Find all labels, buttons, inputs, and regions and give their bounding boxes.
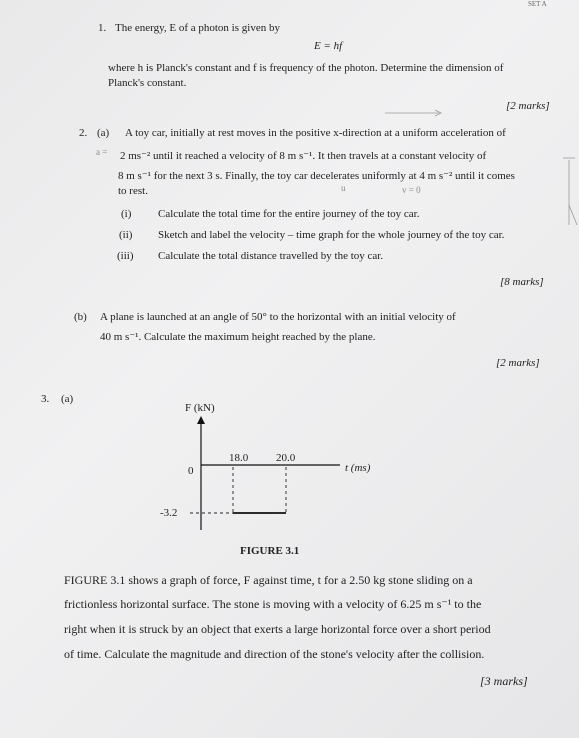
figure-y-axis-arrow <box>197 416 205 424</box>
pencil-v0-note: v = 0 <box>402 185 421 195</box>
margin-pencil-marks <box>549 150 579 230</box>
q2a-sub-ii-label: (ii) <box>119 229 133 241</box>
q2-number: 2. <box>79 127 88 139</box>
q1-number: 1. <box>98 22 107 34</box>
q1-line1: where h is Planck's constant and f is frequency of the photon. Determine the dimension of <box>108 62 504 74</box>
figure-tick-t1: 18.0 <box>229 452 249 464</box>
q2a-marks: [8 marks] <box>500 276 544 288</box>
figure-x-label: t (ms) <box>345 462 371 474</box>
pencil-u-note: u <box>341 183 346 193</box>
q1-equation: E = hf <box>314 40 343 52</box>
figure-y-label: F (kN) <box>185 402 215 414</box>
q3-marks: [3 marks] <box>480 674 528 688</box>
q3-para-line3: right when it is struck by an object that exerts a large horizontal force over a short period <box>64 622 491 636</box>
q3-number: 3. <box>41 393 50 405</box>
q2a-label: (a) <box>97 127 110 139</box>
q1-marks: [2 marks] <box>506 100 550 112</box>
q3-para-line2: frictionless horizontal surface. The stone is moving with a velocity of 6.25 m s⁻¹ to the <box>64 597 482 611</box>
q2a-line4: to rest. <box>118 185 148 197</box>
q3-para-line1: FIGURE 3.1 shows a graph of force, F against time, t for a 2.50 kg stone sliding on a <box>64 573 473 587</box>
q1-line2: Planck's constant. <box>108 77 187 89</box>
q2b-label: (b) <box>74 311 87 323</box>
q3-para-line4: of time. Calculate the magnitude and direction of the stone's velocity after the collision. <box>64 647 485 661</box>
q2a-sub-i: Calculate the total time for the entire journey of the toy car. <box>158 208 420 220</box>
q2a-sub-iii: Calculate the total distance travelled by the toy car. <box>158 250 384 262</box>
figure-origin-label: 0 <box>188 465 194 477</box>
q2b-line1: A plane is launched at an angle of 50° to the horizontal with an initial velocity of <box>100 311 456 323</box>
q3a-label: (a) <box>61 393 74 405</box>
q2a-line2: 2 ms⁻² until it reached a velocity of 8 m s⁻¹. It then travels at a constant velocity of <box>120 150 487 162</box>
figure-force-label: -3.2 <box>160 507 178 519</box>
figure-tick-t2: 20.0 <box>276 452 296 464</box>
q2b-marks: [2 marks] <box>496 357 540 369</box>
q2b-line2: 40 m s⁻¹. Calculate the maximum height reached by the plane. <box>100 331 376 343</box>
pencil-a-note: a = <box>96 147 108 157</box>
q2a-sub-i-label: (i) <box>121 208 132 220</box>
q2a-line1: A toy car, initially at rest moves in the positive x-direction at a uniform acceleration of <box>125 127 506 139</box>
q2a-line3: 8 m s⁻¹ for the next 3 s. Finally, the toy car decelerates uniformly at 4 m s⁻² until it comes <box>118 170 515 182</box>
q2a-sub-iii-label: (iii) <box>117 250 134 262</box>
q1-intro: The energy, E of a photon is given by <box>115 22 280 34</box>
q2a-sub-ii: Sketch and label the velocity – time graph for the whole journey of the toy car. <box>158 229 505 241</box>
figure-caption: FIGURE 3.1 <box>240 545 300 557</box>
set-code: SET A <box>528 0 547 8</box>
